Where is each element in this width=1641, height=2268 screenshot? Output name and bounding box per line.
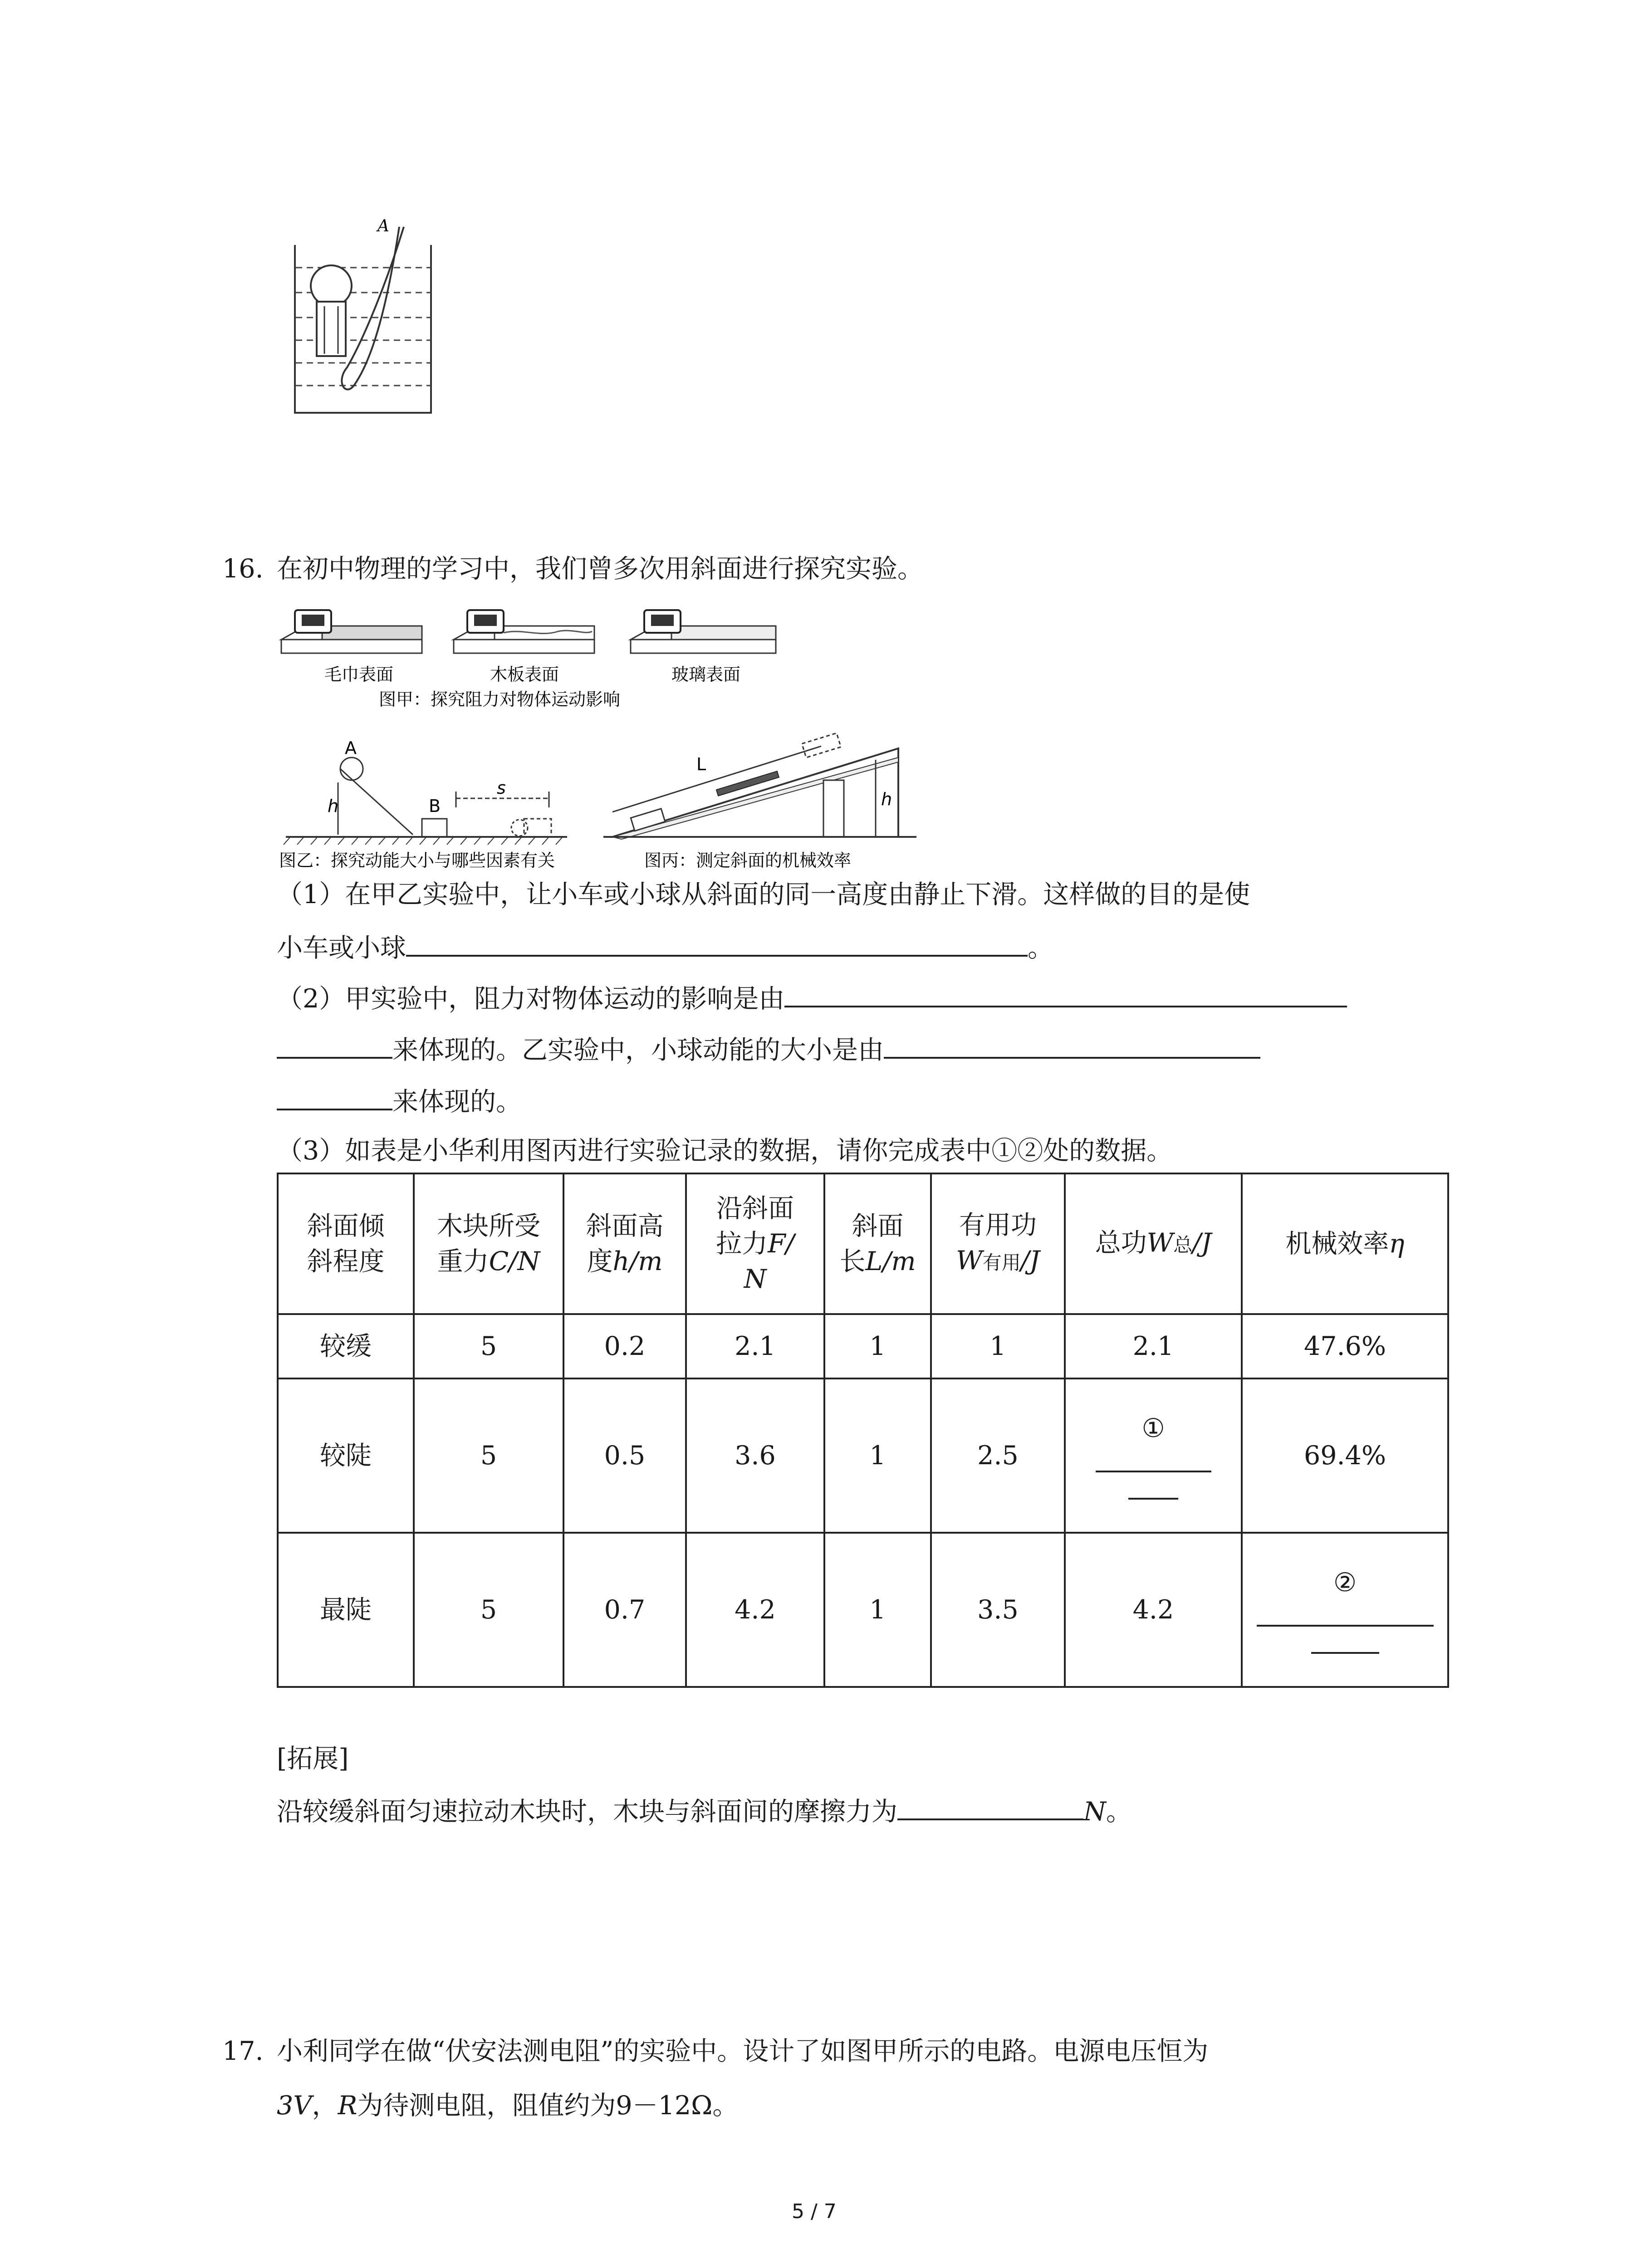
answer-blank-1[interactable] [406,931,1028,957]
table-cell: 较缓 [278,1314,414,1378]
yi-label-h: h [328,796,339,816]
q16-part2-line1 [277,982,1347,1013]
surface-board-label: 木板表面 [490,665,559,684]
q17-line1: 小利同学在做“伏安法测电阻”的实验中。设计了如图甲所示的电路。电源电压恒为 [277,2036,1209,2066]
answer-blank-2d[interactable] [277,1085,392,1110]
q16-number: 16. [222,554,264,584]
table-cell: 0.7 [563,1533,686,1687]
table-header-row [278,1173,1448,1314]
extension-end: 。 [1106,1797,1132,1827]
table-cell: 最陡 [278,1533,414,1687]
q16-part2-mid: 来体现的。乙实验中，小球动能的大小是由 [392,1035,884,1065]
table-cell: 1 [931,1314,1065,1378]
marker-2: ② [1333,1568,1357,1598]
answer-cell-2[interactable] [1242,1533,1448,1687]
header-pull-force: 沿斜面 拉力F/ N [686,1173,824,1314]
table-row [278,1378,1448,1533]
q17-resistor-symbol: R [338,2091,358,2121]
q17-line2 [277,2091,738,2120]
table-row [278,1314,1448,1378]
q16-part1-lead: 小车或小球 [277,933,406,963]
figure-bing [603,726,921,875]
table-cell: 较陡 [278,1378,414,1533]
q16-part1-line1: （1）在甲乙实验中，让小车或小球从斜面的同一高度由静止下滑。这样做的目的是使 [277,880,1250,909]
table-cell: 2.1 [686,1314,824,1378]
table-cell: 47.6% [1242,1314,1448,1378]
q17-number: 17. [222,2036,264,2066]
surface-glass-label: 玻璃表面 [671,665,741,684]
table-cell: 1 [824,1378,931,1533]
surface-towel-label: 毛巾表面 [324,665,394,684]
q17-voltage: 3V [277,2091,312,2121]
table-cell: 5 [414,1314,563,1378]
answer-blank-table-2b[interactable] [1311,1628,1379,1654]
header-total-work: 总功W总/J [1065,1173,1242,1314]
figure-bing-caption: 图丙：测定斜面的机械效率 [644,850,852,870]
table-cell: 0.5 [563,1378,686,1533]
ramp-towel [281,610,422,653]
table-cell: 3.5 [931,1533,1065,1687]
q17-separator: ， [312,2091,338,2121]
table-cell: 4.2 [1065,1533,1242,1687]
table-cell: 2.5 [931,1378,1065,1533]
incline-data-table [277,1173,1449,1688]
bing-label-h: h [881,789,892,809]
yi-label-s: s [497,778,506,798]
answer-cell-1[interactable] [1065,1378,1242,1533]
q16-part2-end: 来体现的。 [392,1087,522,1117]
answer-blank-table-1b[interactable] [1128,1474,1178,1500]
yi-label-b: B [429,796,441,816]
extension-unit: N [1083,1797,1106,1827]
q17-line2-rest: 为待测电阻，阻值约为9－12Ω。 [357,2091,739,2121]
answer-blank-2c[interactable] [884,1033,1260,1059]
table-cell: 1 [824,1533,931,1687]
extension-title: [拓展] [277,1744,349,1774]
header-height: 斜面高 度h/m [563,1173,686,1314]
figure-yi-caption: 图乙：探究动能大小与哪些因素有关 [279,850,555,870]
ramp-glass [631,610,776,653]
ramp-board [454,610,594,653]
table-row [278,1533,1448,1687]
q16-part2-lead: （2）甲实验中，阻力对物体运动的影响是由 [277,984,785,1014]
answer-blank-friction[interactable] [897,1795,1083,1820]
table-cell: 0.2 [563,1314,686,1378]
bulb-label-a: A [377,218,389,235]
figure-jia-caption: 图甲：探究阻力对物体运动影响 [379,689,621,709]
table-cell: 3.6 [686,1378,824,1533]
q16-part1-end: 。 [1028,933,1053,963]
table-cell: 4.2 [686,1533,824,1687]
figure-yi [277,726,585,875]
header-inclination: 斜面倾 斜程度 [278,1173,414,1314]
answer-blank-table-1a[interactable] [1096,1447,1211,1472]
header-weight: 木块所受 重力C/N [414,1173,563,1314]
q16-part3-line: （3）如表是小华利用图丙进行实验记录的数据，请你完成表中①②处的数据。 [277,1136,1173,1166]
bulb-container-figure [263,218,463,426]
table-cell: 69.4% [1242,1378,1448,1533]
extension-lead: 沿较缓斜面匀速拉动木块时，木块与斜面间的摩擦力为 [277,1797,897,1827]
table-cell: 2.1 [1065,1314,1242,1378]
q16-part2-line2 [277,1033,1260,1065]
yi-label-a: A [345,738,357,758]
table-cell: 5 [414,1378,563,1533]
marker-1: ① [1141,1413,1165,1443]
q16-part1-line2 [277,931,1053,963]
header-length: 斜面 长L/m [824,1173,931,1314]
table-cell: 5 [414,1533,563,1687]
answer-blank-2b[interactable] [277,1033,392,1059]
q16-stem: 在初中物理的学习中，我们曾多次用斜面进行探究实验。 [277,554,923,584]
header-useful-work: 有用功 W有用/J [931,1173,1065,1314]
answer-blank-2a[interactable] [784,982,1347,1007]
figure-jia [277,599,785,712]
bing-label-l: L [696,754,706,774]
answer-blank-table-2a[interactable] [1257,1601,1434,1627]
extension-line [277,1795,1132,1826]
page-number: 5 / 7 [792,2200,837,2223]
table-cell: 1 [824,1314,931,1378]
q16-part2-line3 [277,1085,522,1116]
header-efficiency: 机械效率η [1242,1173,1448,1314]
